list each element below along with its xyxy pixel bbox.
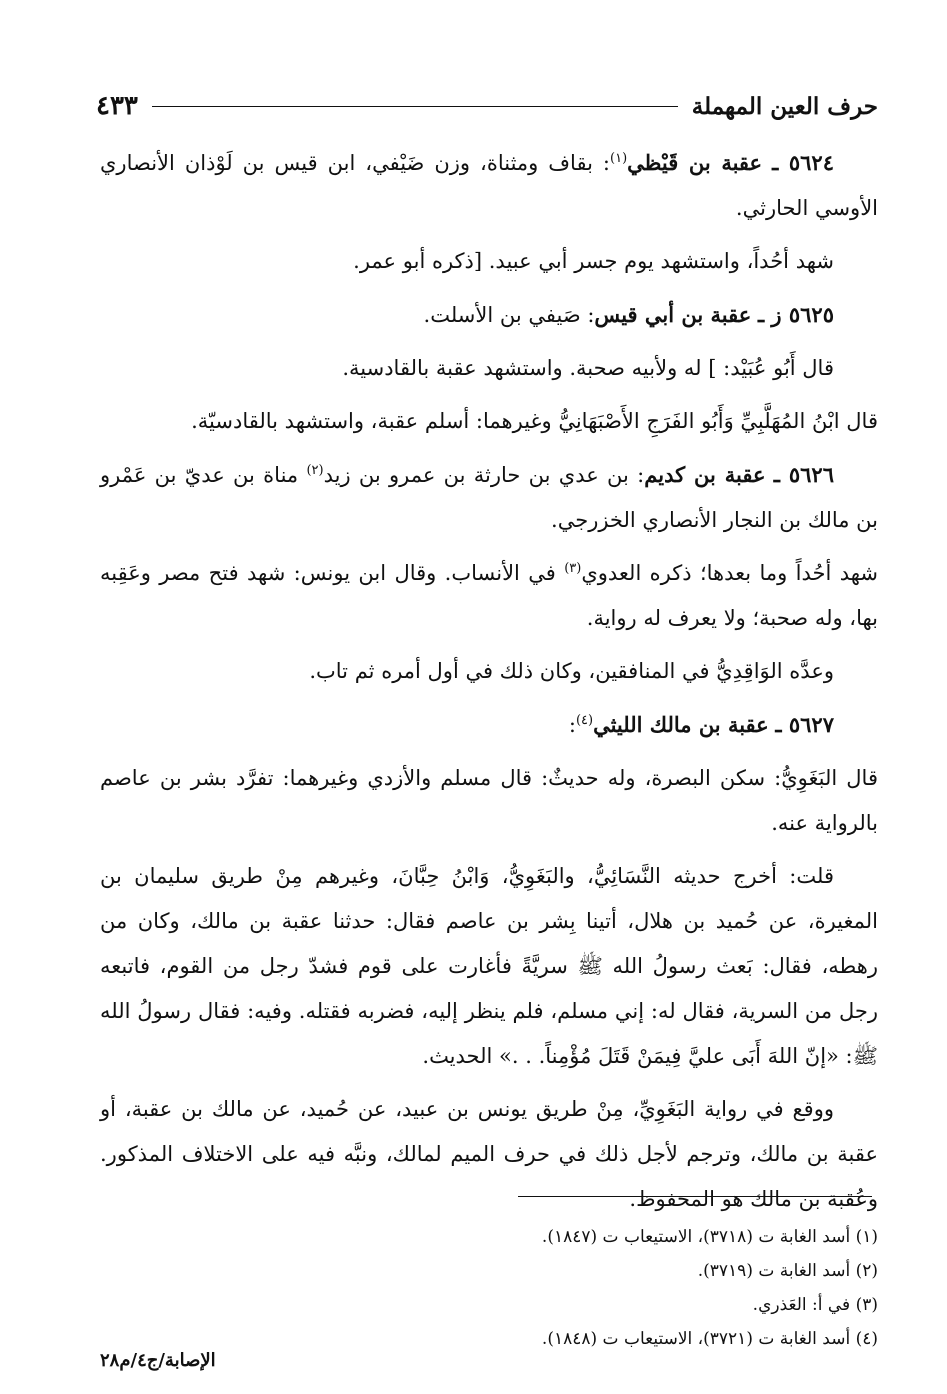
entry-5624 <box>100 140 878 231</box>
entry-name: عقبة بن قَيْظي <box>627 150 763 175</box>
note-text-cont: في الأنساب. وقال ابن يونس: شهد فتح مصر وعَقِبه بها، وله صحبة؛ ولا يعرف له رواية. <box>100 561 878 630</box>
entry-text-cont: مناة بن عديّ بن عَمْرو بن مالك بن النجار الأنصاري الخزرجي. <box>100 463 878 532</box>
entry-colon: : <box>568 713 576 737</box>
entry-name: عقبة بن مالك الليثي <box>593 712 769 737</box>
entry-5625-note-1: قال أَبُو عُبَيْد: ] له ولأبيه صحبة. واستشهد عقبة بالقادسية. <box>342 356 834 380</box>
footnote-ref: (٤) <box>575 713 594 728</box>
note-text: شهد أحُداً وما بعدها؛ ذكره العدوي <box>581 561 879 585</box>
entry-text: : بن عدي بن حارثة بن عمرو بن زيد <box>323 463 645 487</box>
chapter-title: حرف العين المهملة <box>691 92 878 120</box>
entry-name: عقبة بن كديم <box>644 462 766 487</box>
footnote-ref: (١) <box>610 151 628 166</box>
entry-number: ٥٦٢٤ ـ <box>772 150 834 175</box>
footnote-2: (٢) أسد الغابة ت (٣٧١٩). <box>697 1261 878 1281</box>
entry-text: : بقاف ومثناة، وزن ضَيْفي، ابن قيس بن لَوْذان الأنصاري الأوسي الحارثي. <box>100 151 878 220</box>
page-number: ٤٣٣ <box>96 91 138 121</box>
entry-5626 <box>100 452 878 543</box>
entry-5627 <box>100 702 878 748</box>
printer-signature: الإصابة/ج٤/م٢٨ <box>100 1350 216 1371</box>
entry-5625 <box>100 292 878 338</box>
page-body <box>100 140 878 1230</box>
entry-number: ٥٦٢٦ ـ <box>773 462 834 487</box>
header-rule <box>152 106 678 107</box>
entry-5627-note-1: قال البَغَوِيُّ: سكن البصرة، وله حديثٌ: قال مسلم والأزدي وغيرهما: تفرَّد بشر بن عاصم بالرواية عنه. <box>100 766 878 835</box>
footnote-ref: (٣) <box>564 561 582 576</box>
entry-text: : صَيفي بن الأسلت. <box>423 303 595 327</box>
entry-number: ٥٦٢٥ ز ـ <box>757 302 834 327</box>
footnote-3: (٣) في أ: العَذري. <box>752 1295 878 1315</box>
footnote-rule <box>518 1196 872 1197</box>
entry-5625-note-2: قال ابْنُ المُهَلَّبِيِّ وَأَبُو الفَرَجِ الأَصْبَهَانِيُّ وغيرهما: أسلم عقبة، واستشهد بالقادسيّة. <box>191 409 878 433</box>
entry-name: عقبة بن أبي قيس <box>594 302 752 327</box>
entry-number: ٥٦٢٧ ـ <box>775 712 834 737</box>
entry-5627-note-2: قلت: أخرج حديثه النَّسَائِيُّ، والبَغَوِيُّ، وَابْنُ حِبَّانَ، وغيرهم مِنْ طريق سليمان بن المغيرة، عن حُميد بن هلال، أتينا بِشر بن عاصم فقال: حدثنا عقبة بن مالك، وكان من رهطه، فقال: بَعث رسولُ الله ﷺ سريَّةً فأغارت على قوم فشدّ رجل من القوم، فاتبعه رجل من السرية، فقال له: إني مسلم، فلم ينظر إليه، فضربه فقتله. وفيه: فقال رسولُ الله ﷺ: «إنّ اللهَ أَبَى عليَّ فِيمَنْ قَتَلَ مُؤْمِناً. . .» الحديث. <box>100 864 878 1068</box>
entry-5626-note-2: وعدَّه الوَاقِدِيُّ في المنافقين، وكان ذلك في أول أمره ثم تاب. <box>309 659 834 683</box>
footnotes <box>100 1220 878 1356</box>
running-header <box>96 88 878 124</box>
footnote-1: (١) أسد الغابة ت (٣٧١٨)، الاستيعاب ت (١٨٤٧). <box>541 1227 878 1247</box>
footnote-4: (٤) أسد الغابة ت (٣٧٢١)، الاستيعاب ت (١٨٤٨). <box>541 1329 878 1349</box>
entry-5627-note-3: ووقع في رواية البَغَوِيِّ، مِنْ طريق يونس بن عبيد، عن حُميد، عن مالك بن عقبة، أو عقبة بن مالك، وترجم لأجل ذلك في حرف الميم لمالك، ونبَّه فيه على الاختلاف المذكور. وعُقبة بن مالك هو المحفوظ. <box>100 1097 878 1211</box>
entry-5624-note: شهد أحُداً، واستشهد يوم جسر أبي عبيد. [ذكره أبو عمر. <box>353 249 834 273</box>
entry-5626-note-1 <box>100 551 878 641</box>
footnote-ref: (٢) <box>306 463 324 478</box>
